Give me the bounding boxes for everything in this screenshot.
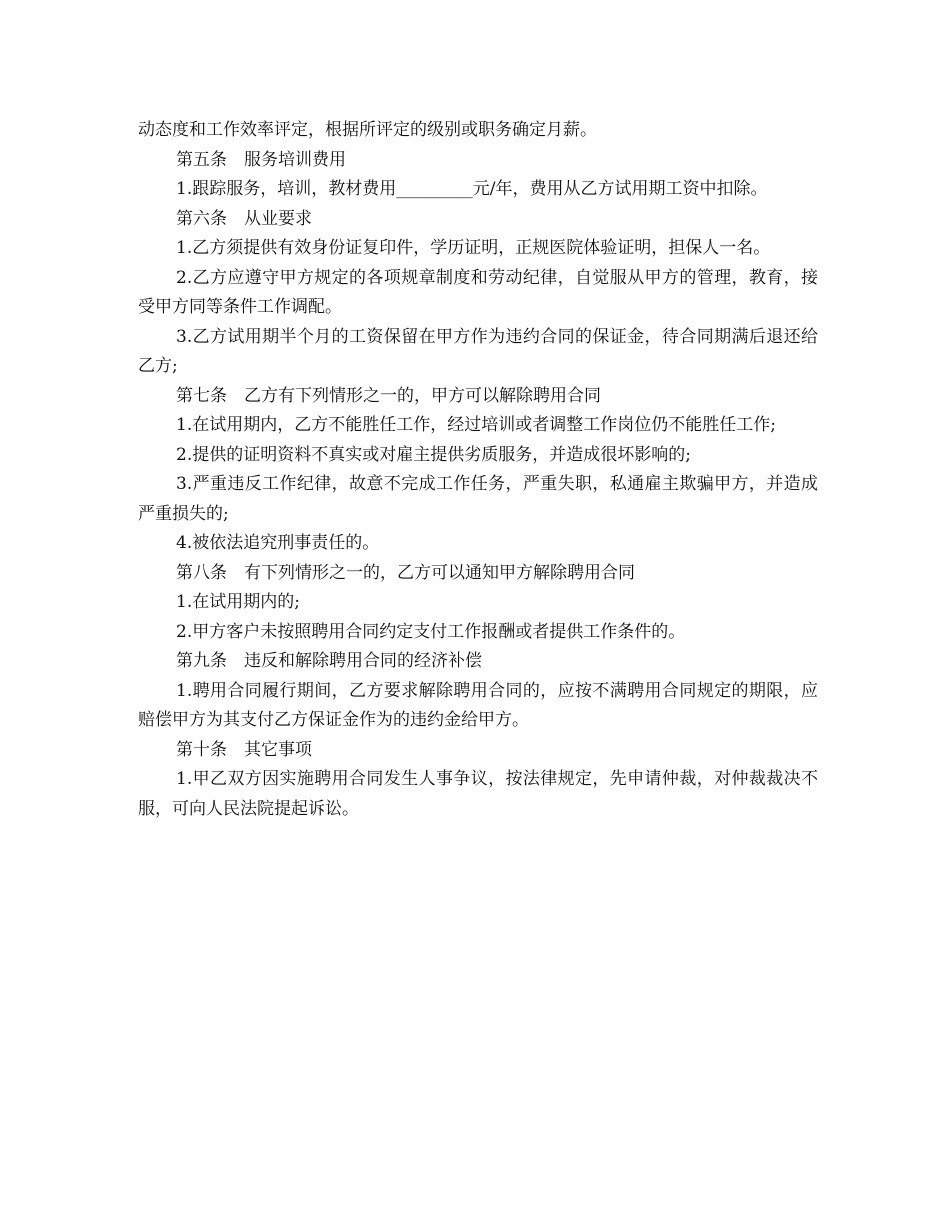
article-9-item-1: 1.聘用合同履行期间，乙方要求解除聘用合同的，应按不满聘用合同规定的期限，应赔偿甲方为其支付乙方保证金作为的违约金给甲方。 bbox=[138, 680, 818, 730]
article-8-item-2: 2.甲方客户未按照聘用合同约定支付工作报酬或者提供工作条件的。 bbox=[176, 621, 686, 642]
article-8-heading: 第八条 有下列情形之一的，乙方可以通知甲方解除聘用合同 bbox=[176, 562, 635, 583]
document-body bbox=[138, 116, 818, 824]
article-7-heading: 第七条 乙方有下列情形之一的，甲方可以解除聘用合同 bbox=[176, 385, 601, 406]
article-10-heading: 第十条 其它事项 bbox=[176, 739, 312, 760]
paragraph-continuation: 动态度和工作效率评定，根据所评定的级别或职务确定月薪。 bbox=[138, 120, 597, 140]
article-8-item-1: 1.在试用期内的; bbox=[176, 592, 300, 612]
article-5-item-1: 1.跟踪服务，培训，教材费用_________元/年，费用从乙方试用期工资中扣除。 bbox=[176, 179, 768, 199]
article-7-item-1: 1.在试用期内，乙方不能胜任工作，经过培训或者调整工作岗位仍不能胜任工作; bbox=[176, 415, 776, 435]
article-7-item-3: 3.严重违反工作纪律，故意不完成工作任务，严重失职，私通雇主欺骗甲方，并造成严重损失的; bbox=[138, 474, 818, 524]
article-6-item-2: 2.乙方应遵守甲方规定的各项规章制度和劳动纪律，自觉服从甲方的管理，教育，接受甲方同等条件工作调配。 bbox=[138, 267, 818, 317]
article-5-heading: 第五条 服务培训费用 bbox=[176, 149, 346, 170]
article-10-item-1: 1.甲乙双方因实施聘用合同发生人事争议，按法律规定，先申请仲裁，对仲裁裁决不服，可向人民法院提起诉讼。 bbox=[138, 769, 818, 819]
article-6-heading: 第六条 从业要求 bbox=[176, 208, 312, 229]
article-9-heading: 第九条 违反和解除聘用合同的经济补偿 bbox=[176, 651, 482, 671]
article-6-item-1: 1.乙方须提供有效身份证复印件，学历证明，正规医院体验证明，担保人一名。 bbox=[176, 238, 771, 258]
article-6-item-3: 3.乙方试用期半个月的工资保留在甲方作为违约合同的保证金，待合同期满后退还给乙方; bbox=[138, 326, 818, 376]
article-7-item-2: 2.提供的证明资料不真实或对雇主提供劣质服务，并造成很坏影响的; bbox=[176, 444, 691, 465]
article-7-item-4: 4.被依法追究刑事责任的。 bbox=[176, 533, 380, 553]
